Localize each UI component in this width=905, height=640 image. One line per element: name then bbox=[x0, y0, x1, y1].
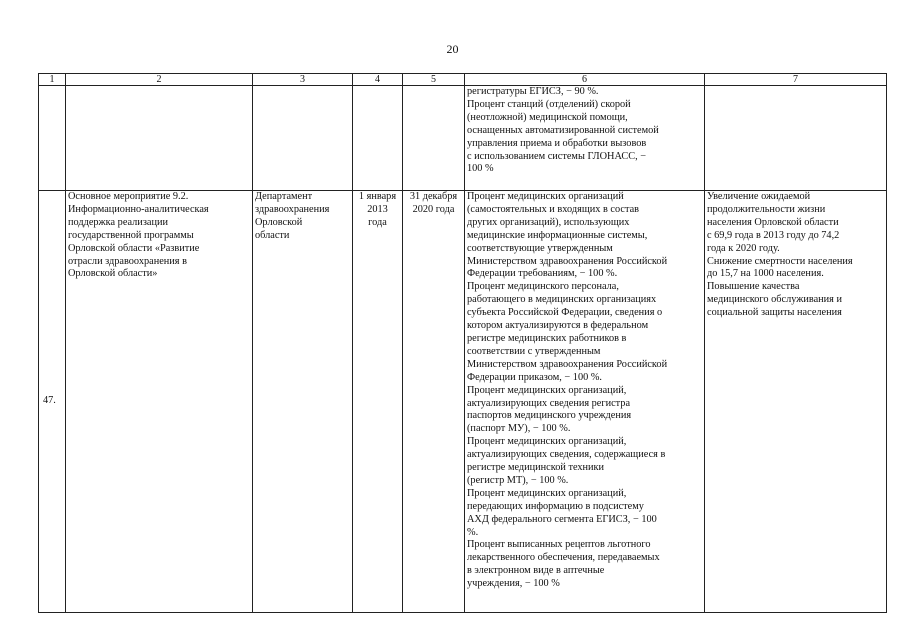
text-line: Процент медицинских организаций, bbox=[467, 384, 627, 396]
column-number: 1 bbox=[39, 74, 66, 86]
text-line: Процент медицинских организаций bbox=[467, 191, 624, 202]
text-line: (паспорт МУ), − 100 %. bbox=[467, 423, 571, 435]
empty-cell bbox=[403, 86, 465, 191]
text-line: работающего в медицинских организациях bbox=[467, 294, 657, 306]
text-line: года к 2020 году. bbox=[707, 242, 780, 254]
text-line: передающих информацию в подсистему bbox=[467, 500, 644, 512]
text-line: Процент выписанных рецептов льготного bbox=[467, 539, 651, 551]
column-number: 7 bbox=[705, 74, 887, 86]
text-line: Основное мероприятие 9.2. bbox=[68, 191, 189, 202]
event-name-cell bbox=[66, 191, 253, 613]
text-line: с 69,9 года в 2013 году до 74,2 bbox=[707, 229, 840, 241]
table-row-47 bbox=[39, 191, 887, 613]
text-line: %. bbox=[467, 526, 479, 538]
text-line: Процент медицинских организаций, bbox=[467, 436, 627, 448]
empty-cell bbox=[66, 86, 253, 191]
text-line: государственной программы bbox=[68, 229, 194, 241]
text-line: поддержка реализации bbox=[68, 216, 168, 228]
executor-cell bbox=[253, 191, 353, 613]
text-line: Снижение смертности населения bbox=[707, 255, 853, 267]
text-line: Процент медицинского персонала, bbox=[467, 281, 619, 293]
empty-cell bbox=[353, 86, 403, 191]
text-line: 1 января bbox=[358, 191, 397, 202]
text-line: учреждения, − 100 % bbox=[467, 578, 560, 590]
text-line: в электронном виде в аптечные bbox=[467, 565, 605, 577]
text-line: Федерации требованиям, − 100 %. bbox=[467, 268, 618, 280]
text-line: Министерством здравоохранения Российской bbox=[467, 358, 668, 370]
column-number: 5 bbox=[403, 74, 465, 86]
text-line: регистратуры ЕГИСЗ, − 90 %. bbox=[467, 86, 599, 97]
text-line: субъекта Российской Федерации, сведения о bbox=[467, 307, 663, 319]
page-number: 20 bbox=[446, 42, 459, 56]
text-line: медицинские информационные системы, bbox=[467, 229, 648, 241]
text-line: года bbox=[368, 216, 387, 228]
start-date-cell bbox=[353, 191, 403, 613]
text-line: соответствующие утвержденным bbox=[467, 242, 613, 254]
column-number: 4 bbox=[353, 74, 403, 86]
text-line: населения Орловской области bbox=[707, 216, 839, 228]
continuation-row bbox=[39, 86, 887, 191]
text-line: Орловской bbox=[255, 216, 303, 228]
text-line: 100 % bbox=[467, 163, 494, 175]
text-line: продолжительности жизни bbox=[707, 203, 826, 215]
text-line: здравоохранения bbox=[255, 203, 330, 215]
text-line: актуализирующих сведения регистра bbox=[467, 397, 631, 409]
text-line: других организаций), использующих bbox=[467, 216, 630, 228]
column-number: 6 bbox=[465, 74, 705, 86]
text-line: Федерации приказом, − 100 %. bbox=[467, 371, 602, 383]
text-line: Процент медицинских организаций, bbox=[467, 487, 627, 499]
end-date-cell bbox=[403, 191, 465, 613]
text-line: котором актуализируются в федеральном bbox=[467, 320, 649, 332]
text-line: Увеличение ожидаемой bbox=[707, 191, 811, 202]
text-line: Министерством здравоохранения Российской bbox=[467, 255, 668, 267]
text-line: актуализирующих сведения, содержащиеся в bbox=[467, 449, 666, 461]
continued-indicators-cell bbox=[465, 86, 705, 191]
text-line: регистре медицинской техники bbox=[467, 462, 605, 474]
text-line: управления приема и обработки вызовов bbox=[467, 137, 647, 149]
expected-results-cell bbox=[705, 191, 887, 613]
text-line: Повышение качества bbox=[707, 281, 800, 293]
text-line: лекарственного обеспечения, передаваемых bbox=[467, 552, 660, 564]
column-number-row bbox=[39, 74, 887, 86]
program-table bbox=[38, 73, 887, 613]
text-line: 2013 bbox=[367, 203, 388, 215]
column-number: 3 bbox=[253, 74, 353, 86]
empty-cell bbox=[705, 86, 887, 191]
text-line: до 15,7 на 1000 населения. bbox=[707, 268, 824, 280]
text-line: регистре медицинских работников в bbox=[467, 332, 627, 344]
text-line: (неотложной) медицинской помощи, bbox=[467, 111, 628, 123]
text-line: 2020 года bbox=[412, 203, 455, 215]
text-line: Информационно-аналитическая bbox=[68, 203, 209, 215]
text-line: (регистр МТ), − 100 %. bbox=[467, 474, 569, 486]
text-line: Орловской области» bbox=[68, 268, 158, 280]
empty-cell bbox=[39, 86, 66, 191]
text-line: соответствии с утвержденным bbox=[467, 345, 601, 357]
text-line: 31 декабря bbox=[409, 191, 458, 202]
text-line: оснащенных автоматизированной системой bbox=[467, 124, 659, 136]
text-line: области bbox=[255, 229, 290, 241]
text-line: АХД федерального сегмента ЕГИСЗ, − 100 bbox=[467, 513, 657, 525]
text-line: медицинского обслуживания и bbox=[707, 294, 842, 306]
text-line: паспортов медицинского учреждения bbox=[467, 410, 632, 422]
column-number: 2 bbox=[66, 74, 253, 86]
indicators-cell bbox=[465, 191, 705, 613]
text-line: Орловской области «Развитие bbox=[68, 242, 200, 254]
text-line: с использованием системы ГЛОНАСС, − bbox=[467, 150, 647, 162]
text-line: Департамент bbox=[255, 191, 313, 202]
text-line: (самостоятельных и входящих в состав bbox=[467, 203, 640, 215]
text-line: социальной защиты населения bbox=[707, 307, 842, 319]
text-line: Процент станций (отделений) скорой bbox=[467, 98, 631, 110]
text-line: отрасли здравоохранения в bbox=[68, 255, 187, 267]
empty-cell bbox=[253, 86, 353, 191]
row-number: 47. bbox=[39, 191, 66, 613]
